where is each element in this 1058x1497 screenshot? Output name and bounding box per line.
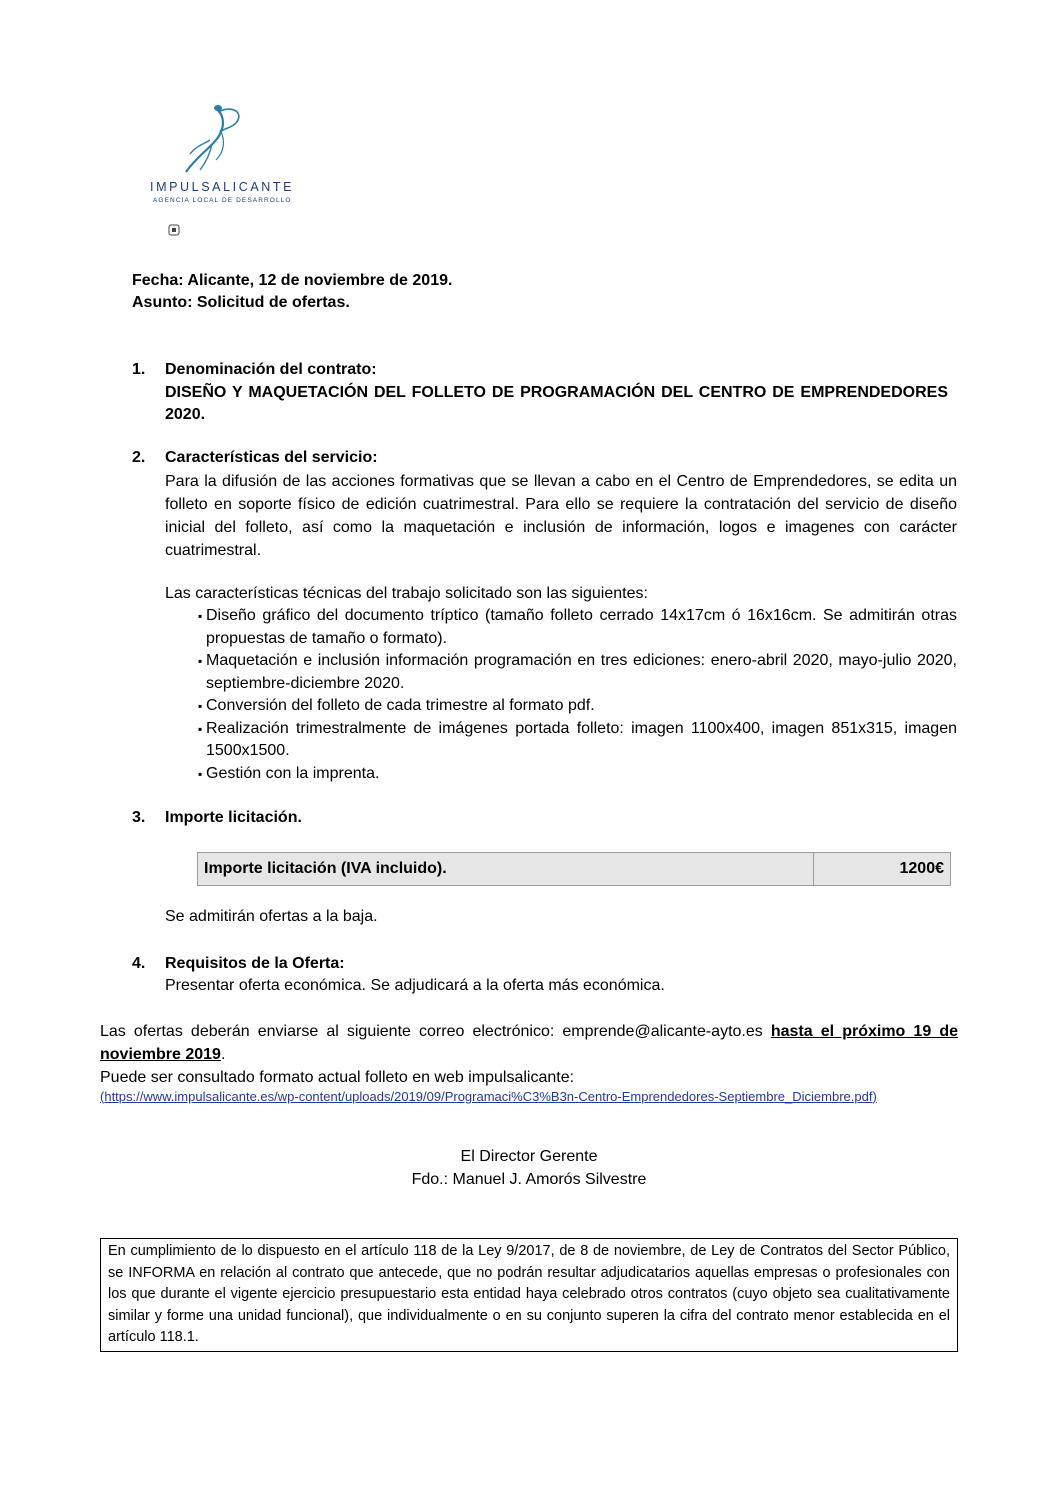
list-item bbox=[198, 763, 957, 786]
link-paren-close: ) bbox=[872, 1089, 877, 1104]
contract-title: DISEÑO Y MAQUETACIÓN DEL FOLLETO DE PROGRAMACIÓN DEL CENTRO DE EMPRENDEDORES 2020. bbox=[165, 384, 948, 423]
consult-text: Puede ser consultado formato actual folleto en web impulsalicante: bbox=[100, 1069, 575, 1086]
tech-specs-list bbox=[198, 605, 957, 785]
section-number: 2. bbox=[132, 449, 146, 466]
service-description: Para la difusión de las acciones formativas que se llevan a cabo en el Centro de Emprendedores, se edita un folleto en soporte físico de edición cuatrimestral. Para ello se requiere la contratación del servicio de diseño inicial del folleto, así como la maquetación e inclusión de información, logos e imagenes con carácter cuatrimestral. bbox=[165, 473, 957, 559]
logo-brand-text: IMPULSALICANTE bbox=[150, 180, 295, 194]
importe-table bbox=[197, 852, 951, 886]
section-title: Importe licitación. bbox=[165, 809, 302, 826]
submission-instructions bbox=[100, 1020, 958, 1089]
list-item-text: Conversión del folleto de cada trimestre al formato pdf. bbox=[206, 697, 595, 714]
list-item-text: Maquetación e inclusión información programación en tres ediciones: enero-abril 2020, mayo-julio 2020, septiembre-diciembre 2020. bbox=[206, 652, 957, 692]
requisitos-text: Presentar oferta económica. Se adjudicará a la oferta más económica. bbox=[165, 977, 665, 994]
signature-role: El Director Gerente bbox=[460, 1148, 598, 1165]
bullet-icon: ▪ bbox=[198, 654, 203, 668]
city-crest-icon bbox=[168, 224, 182, 236]
submission-text-end: . bbox=[220, 1046, 226, 1063]
dancer-logo-icon bbox=[160, 100, 270, 180]
list-item bbox=[198, 695, 957, 718]
list-item bbox=[198, 605, 957, 650]
bullet-icon: ▪ bbox=[198, 699, 203, 713]
link-paren-open: ( bbox=[100, 1089, 105, 1104]
list-item bbox=[198, 718, 957, 763]
list-item-text: Diseño gráfico del documento tríptico (tamaño folleto cerrado 14x17cm ó 16x16cm. Se admitirán otras propuestas de tamaño o formato). bbox=[206, 607, 957, 647]
bullet-icon: ▪ bbox=[198, 609, 203, 623]
section-title: Requisitos de la Oferta: bbox=[165, 955, 345, 972]
deadline-text: hasta el próximo 19 de noviembre 2019 bbox=[100, 1023, 958, 1063]
logo bbox=[160, 100, 270, 240]
bullet-icon: ▪ bbox=[198, 766, 203, 781]
legal-notice: En cumplimiento de lo dispuesto en el artículo 118 de la Ley 9/2017, de 8 de noviembre, de Ley de Contratos del Sector Público, se INFORMA en relación al contrato que antecede, que no podrán resultar adjudicatarios aquellas empresas o profesionales con los que durante el vigente ejercicio presupuestario esta entidad haya celebrado otros contratos (cuyo objeto sea cualitativamente similar y forme una unidad funcional), que individualmente o en su conjunto superen la cifra del contrato menor establecida en el artículo 118.1. bbox=[100, 1238, 958, 1352]
subject-line: Asunto: Solicitud de ofertas. bbox=[132, 294, 350, 311]
list-item-text: Realización trimestralmente de imágenes portada folleto: imagen 1100x400, imagen 851x315, imagen 1500x1500. bbox=[206, 719, 957, 759]
importe-label: Importe licitación (IVA incluido). bbox=[198, 853, 814, 886]
tech-specs-intro: Las características técnicas del trabajo solicitado son las siguientes: bbox=[165, 585, 648, 602]
bullet-icon: ▪ bbox=[198, 721, 203, 736]
section-number: 4. bbox=[132, 955, 146, 972]
signature-name: Fdo.: Manuel J. Amorós Silvestre bbox=[411, 1171, 647, 1188]
submission-text: Las ofertas deberán enviarse al siguiente correo electrónico: emprende@alicante-ayto.es bbox=[100, 1023, 771, 1040]
importe-note: Se admitirán ofertas a la baja. bbox=[165, 908, 378, 925]
brochure-link[interactable] bbox=[100, 1088, 880, 1105]
date-line: Fecha: Alicante, 12 de noviembre de 2019. bbox=[132, 272, 453, 289]
section-title: Denominación del contrato: bbox=[165, 361, 377, 378]
importe-value: 1200€ bbox=[814, 853, 951, 886]
section-title: Características del servicio: bbox=[165, 449, 378, 466]
brochure-url[interactable]: https://www.impulsalicante.es/wp-content/uploads/2019/09/Programaci%C3%B3n-Centro-Emprendedores-Septiembre_Diciembre.pdf bbox=[104, 1089, 873, 1104]
list-item-text: Gestión con la imprenta. bbox=[206, 764, 380, 782]
section-number: 1. bbox=[132, 361, 146, 378]
table-row bbox=[198, 853, 951, 886]
logo-tagline: AGENCIA LOCAL DE DESARROLLO bbox=[153, 197, 292, 204]
list-item bbox=[198, 650, 957, 695]
section-number: 3. bbox=[132, 809, 146, 826]
